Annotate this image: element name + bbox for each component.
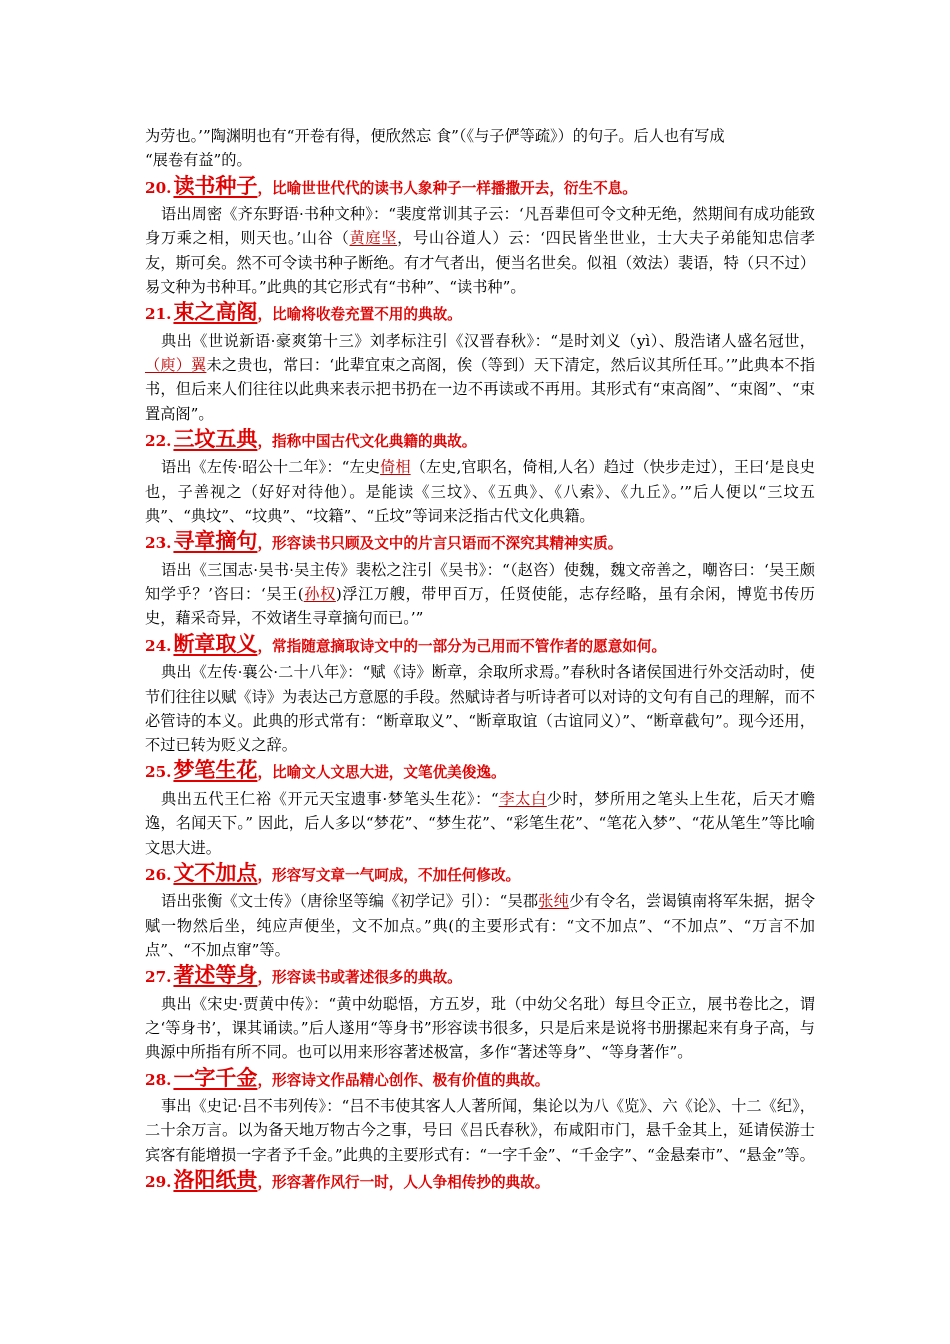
entry-heading — [145, 173, 815, 203]
entry-term: 著述等身 — [173, 962, 258, 988]
entry-number: 22. — [145, 431, 172, 450]
entry-description: ，指称中国古代文化典籍的典故。 — [257, 432, 477, 450]
entry-term: 文不加点 — [173, 859, 258, 885]
body-text: 未之贵也，常曰：‘此辈宜束之高阁，俟（等到）天下清定，然后议其所任耳。’”此典本不指书，但后来人们往往以此典来表示把书扔在一边不再读或不再用。其形式有“束高阁”、“束阁”、“束置高阁”。 — [145, 356, 816, 423]
body-text: 典出五代王仁裕《开元天宝遗事·梦笔头生花》：“ — [160, 789, 499, 808]
entry-heading — [145, 860, 815, 890]
person-link[interactable]: 李太白 — [498, 789, 547, 808]
body-text: 典出《世说新语·豪爽第十三》刘孝标注引《汉晋春秋》：“是时刘义（yì）、殷浩诸人盛名冠世， — [160, 331, 815, 350]
entry-body — [145, 992, 815, 1065]
entry-heading — [145, 1167, 815, 1197]
entry-description: ，比喻世世代代的读书人象种子一样播撒开去，衍生不息。 — [257, 179, 637, 197]
entry-body — [145, 558, 815, 631]
intro-line: “展卷有益”的。 — [145, 151, 252, 170]
entry-term: 梦笔生花 — [173, 757, 258, 783]
entry-heading — [145, 528, 815, 558]
entry-description: ，常指随意摘取诗文中的一部分为己用而不管作者的愿意如何。 — [257, 637, 667, 655]
entry-term: 束之高阁 — [173, 299, 258, 325]
entry-number: 23. — [145, 534, 172, 553]
entry-description: ，比喻文人文思大进，文笔优美俊逸。 — [257, 764, 506, 782]
entry-body — [145, 329, 815, 426]
entry-body — [145, 660, 815, 757]
body-text: 少时，梦所用之笔头上生花，后天才赡逸，名闻天下。” 因此，后人多以“梦花”、“梦生花”、“彩笔生花”、“笔花入梦”、“花从笔生”等比喻文思大进。 — [145, 789, 816, 857]
body-text: 语出《左传·昭公十二年》：“左史 — [160, 458, 381, 477]
document-page — [145, 124, 815, 1197]
person-link[interactable]: 倚相 — [380, 458, 411, 477]
entry-heading — [145, 426, 815, 456]
body-text: 语出《三国志·吴书·吴主传》裴松之注引《吴书》：“（赵咨）使魏，魏文帝善之，嘲咨曰：‘吴王颇知学乎？’咨曰：‘吴王( — [145, 560, 815, 604]
body-text: 事出《史记·吕不韦列传》：“吕不韦使其客人人著所闻，集论以为八《览》、六《论》、十二《纪》，二十余万言。以为备天地万物古今之事，号曰《吕氏春秋》，布咸阳市门，悬千金其上，延请侯游士宾客有能增损一字者予千金。”此典的主要形式有：“一字千金”、“千金字”、“金悬秦市”、“悬金”等。 — [145, 1097, 815, 1164]
entry-heading — [145, 1065, 815, 1095]
person-link[interactable]: 张纯 — [538, 892, 570, 911]
person-link[interactable]: （庾）翼 — [145, 356, 207, 375]
entry-description: ，形容读书或著述很多的典故。 — [257, 969, 462, 987]
entry-description: ，比喻将收卷充置不用的典故。 — [257, 306, 462, 324]
body-text: 典出《左传·襄公·二十八年》：“赋《诗》断章，余取所求焉。”春秋时各诸侯国进行外交活动时，使节们往往以赋《诗》为表达己方意愿的手段。然赋诗者与听诗者可以对诗的文句有自己的理解，而不必管诗的本义。此典的形式常有：“断章取义”、“断章取谊（古谊同义）”、“断章截句”。现今还用，不过已转为贬义之辞。 — [145, 663, 815, 755]
entry-term: 一字千金 — [173, 1064, 258, 1090]
entry-heading — [145, 299, 815, 329]
body-text: ，号山谷道人）云：‘四民皆坐世业，士大夫子弟能知忠信孝友，斯可矣。然不可令读书种子断绝。有才气者出，便当名世矣。似祖（效法）裴语，特（只不过）易文种为书种耳。”此典的其它形式有“书种”、“读书种”。 — [145, 229, 816, 296]
entry-description: ，形容写文章一气呵成，不加任何修改。 — [257, 866, 521, 884]
entry-number: 28. — [145, 1070, 172, 1089]
entry-list — [145, 173, 815, 1197]
intro-line: 为劳也。’”陶渊明也有“开卷有得，便欣然忘 食”（《与子俨等疏》）的句子。后人也有写成 — [145, 127, 725, 145]
entry-number: 24. — [145, 636, 172, 655]
entry-term: 寻章摘句 — [173, 528, 258, 554]
entry-description: ，形容著作风行一时，人人争相传抄的典故。 — [257, 1174, 550, 1191]
entry-number: 25. — [145, 763, 172, 782]
entry-description: ，形容诗文作品精心创作、极有价值的典故。 — [257, 1071, 550, 1089]
entry-body — [145, 787, 815, 860]
entry-body — [145, 1094, 815, 1167]
intro-paragraph — [145, 124, 815, 173]
entry-heading — [145, 757, 815, 787]
entry-number: 26. — [145, 865, 172, 884]
entry-number: 21. — [145, 305, 172, 324]
person-link[interactable]: 黄庭坚 — [349, 229, 398, 248]
entry-body — [145, 889, 815, 962]
entry-heading — [145, 962, 815, 992]
person-link[interactable]: 孙权 — [303, 585, 336, 604]
entry-number: 27. — [145, 968, 172, 987]
body-text: （左史,官职名，倚相,人名）趋过（快步走过），王曰‘是良史也，子善视之（好好对待他）。是能读《三坟》、《五典》、《八索》、《九丘》。’”后人便以“三坟五典”、“典坟”、“坟典”、“坟籍”、“丘坟”等词来泛指古代文化典籍。 — [145, 458, 815, 526]
body-text: 典出《宋史·贾黄中传》：“黄中幼聪悟，方五岁，玭（中幼父名玭）每旦令正立，展书卷比之，谓之‘等身书’，课其诵读。”后人遂用“等身书”形容读书很多，只是后来是说将书册摞起来有身子高，与典源中所指有所不同。也可以用来形容著述极富，多作“著述等身”、“等身著作”。 — [145, 994, 815, 1062]
entry-number: 20. — [145, 178, 172, 197]
entry-description: ，形容读书只顾及文中的片言只语而不深究其精神实质。 — [257, 535, 623, 553]
entry-heading — [145, 631, 815, 661]
body-text: )浮江万艘，带甲百万，任贤使能，志存经略，虽有余闲，博览书传历史，藉采奇异，不效诸生寻章摘句而已。’” — [145, 585, 815, 628]
body-text: 少有令名，尝谒镇南将军朱据，据令赋一物然后坐，纯应声便坐，文不加点。”典(的主要形式有：“文不加点”、“不加点”、“万言不加点”、“不加点窜”等。 — [145, 892, 816, 959]
entry-body — [145, 455, 815, 528]
body-text: 语出周密《齐东野语·书种文种》：“裴度常训其子云：‘凡吾辈但可令文种无绝，然期间有成功能致身万乘之相，则天也。’山谷（ — [145, 205, 815, 248]
entry-term: 三坟五典 — [173, 425, 258, 451]
entry-number: 29. — [145, 1173, 172, 1191]
entry-body — [145, 202, 815, 299]
entry-term: 读书种子 — [173, 172, 258, 198]
entry-term: 洛阳纸贵 — [173, 1167, 258, 1192]
body-text: 语出张衡《文士传》（唐徐坚等编《初学记》引）：“吴郡 — [160, 892, 539, 911]
entry-term: 断章取义 — [173, 630, 258, 656]
